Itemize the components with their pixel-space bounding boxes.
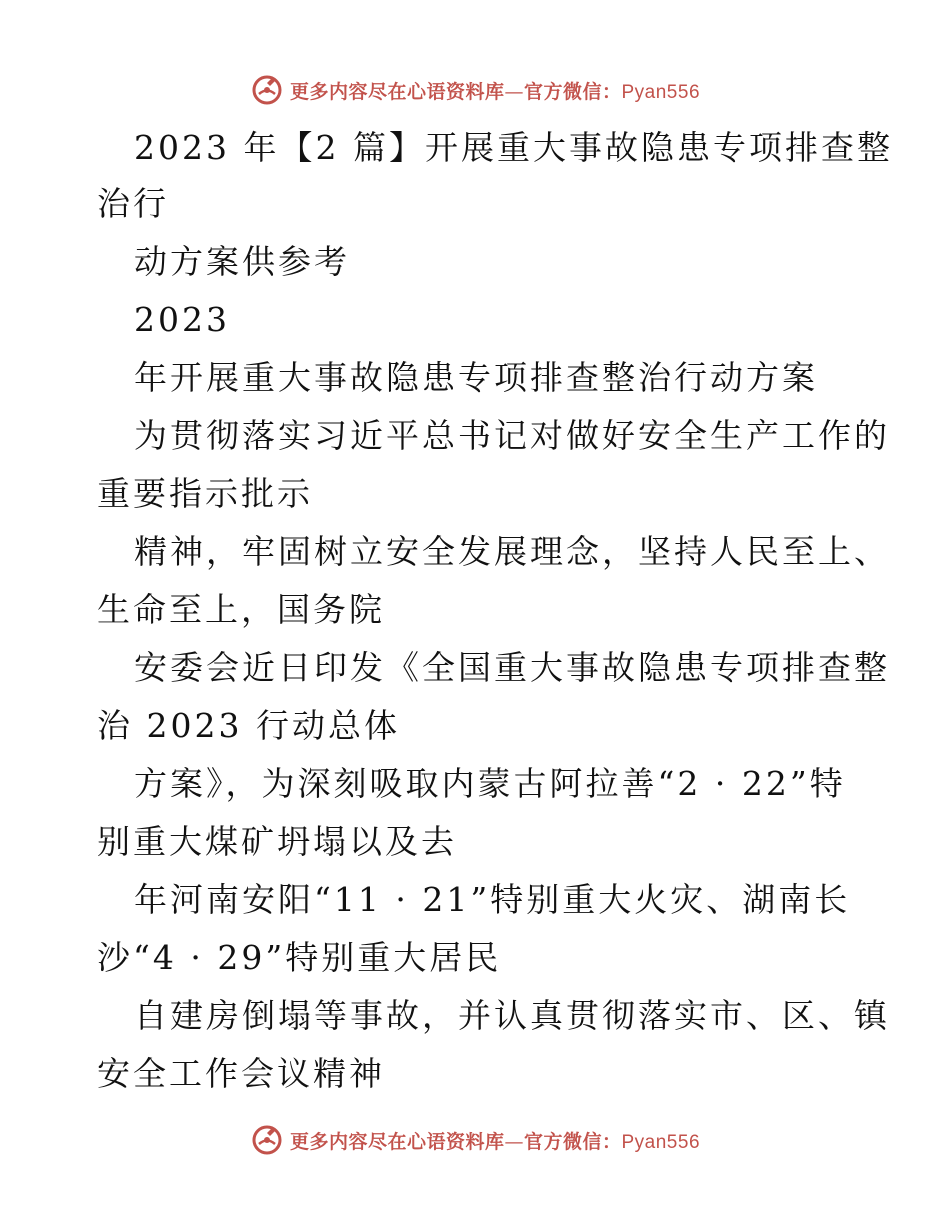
book-pen-logo-icon <box>250 1123 284 1157</box>
doc-line: 2023 <box>134 300 230 339</box>
watermark-text <box>290 77 700 104</box>
doc-line: 沙“4 · 29”特别重大居民 <box>97 938 502 977</box>
doc-line: 方案》，为深刻吸取内蒙古阿拉善“2 · 22”特 <box>134 764 846 803</box>
doc-line: 治 2023 行动总体 <box>97 706 400 745</box>
doc-line: 安全工作会议精神 <box>97 1054 385 1093</box>
doc-title-line: 2023 年【2 篇】开展重大事故隐患专项排查整 <box>134 128 893 167</box>
watermark-id: Pyan556 <box>621 1131 701 1153</box>
watermark-banner-top <box>0 70 950 110</box>
watermark-dash: — <box>504 1130 524 1153</box>
doc-line: 年河南安阳“11 · 21”特别重大火灾、湖南长 <box>134 880 851 919</box>
watermark-middle: 官方微信： <box>523 80 622 103</box>
doc-line: 安委会近日印发《全国重大事故隐患专项排查整 <box>134 648 890 687</box>
watermark-id: Pyan556 <box>621 81 701 103</box>
watermark-middle: 官方微信： <box>523 1130 622 1153</box>
watermark-banner-bottom <box>0 1120 950 1160</box>
watermark-prefix: 更多内容尽在心语资料库 <box>289 80 505 103</box>
watermark-prefix: 更多内容尽在心语资料库 <box>289 1130 505 1153</box>
doc-line: 治行 <box>97 184 169 223</box>
doc-line: 精神，牢固树立安全发展理念，坚持人民至上、 <box>134 532 890 571</box>
book-pen-logo-icon <box>250 73 284 107</box>
doc-line: 年开展重大事故隐患专项排查整治行动方案 <box>134 358 818 397</box>
doc-line: 生命至上，国务院 <box>97 590 385 629</box>
doc-line: 别重大煤矿坍塌以及去 <box>97 822 457 861</box>
doc-line: 重要指示批示 <box>97 474 313 513</box>
watermark-dash: — <box>504 80 524 103</box>
doc-line: 为贯彻落实习近平总书记对做好安全生产工作的 <box>134 416 890 455</box>
watermark-text <box>290 1127 700 1154</box>
doc-line: 动方案供参考 <box>134 242 350 281</box>
doc-line: 自建房倒塌等事故，并认真贯彻落实市、区、镇 <box>134 996 890 1035</box>
